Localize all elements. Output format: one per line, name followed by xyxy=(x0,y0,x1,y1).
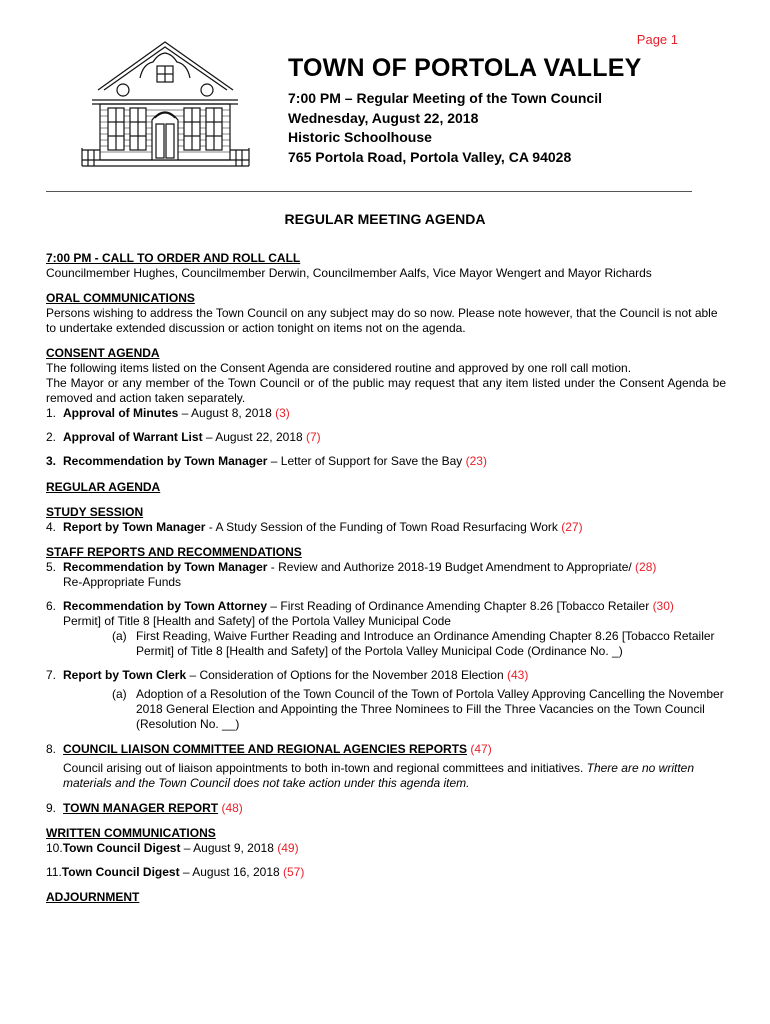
adjournment-heading: ADJOURNMENT xyxy=(46,890,140,904)
header-block xyxy=(288,54,641,167)
page-ref[interactable]: (3) xyxy=(275,406,290,420)
study-session-heading: STUDY SESSION xyxy=(46,505,144,519)
page-number: Page 1 xyxy=(636,32,678,47)
page-ref[interactable]: (57) xyxy=(283,865,305,879)
agenda-item-10: 10. Town Council Digest – August 9, 2018 (49) xyxy=(46,841,299,855)
agenda-title: REGULAR MEETING AGENDA xyxy=(284,211,486,227)
page-ref[interactable]: (30) xyxy=(652,599,674,613)
agenda-item-11: 11. Town Council Digest – August 16, 2018 (57) xyxy=(46,865,305,879)
roll-call-text: Councilmember Hughes, Councilmember Derwin, Councilmember Aalfs, Vice Mayor Wengert and Mayor Richards xyxy=(46,266,652,280)
regular-agenda-heading: REGULAR AGENDA xyxy=(46,480,161,494)
agenda-item-5: 5. Recommendation by Town Manager - Review and Authorize 2018-19 Budget Amendment to Appropriate/ (28) Re-Appropriate Funds xyxy=(46,560,657,589)
written-communications-heading: WRITTEN COMMUNICATIONS xyxy=(46,826,216,840)
meeting-time: 7:00 PM – Regular Meeting of the Town Council xyxy=(288,90,602,106)
page-ref[interactable]: (47) xyxy=(470,742,492,756)
agenda-item-1: 1. Approval of Minutes – August 8, 2018 (3) xyxy=(46,406,290,420)
call-to-order-heading: 7:00 PM - CALL TO ORDER AND ROLL CALL xyxy=(46,251,301,265)
page-ref[interactable]: (48) xyxy=(221,801,243,815)
agenda-item-7: 7. Report by Town Clerk – Consideration of Options for the November 2018 Election (43) xyxy=(46,668,529,682)
header-divider xyxy=(46,191,692,192)
town-title: TOWN OF PORTOLA VALLEY xyxy=(288,54,642,82)
agenda-item-6: 6. Recommendation by Town Attorney – First Reading of Ordinance Amending Chapter 8.26 [Tobacco Retailer (30) Permit] of Title 8 [Health and Safety] of the Portola Valley Municipal Code xyxy=(46,599,674,628)
oral-communications-heading: ORAL COMMUNICATIONS xyxy=(46,291,195,305)
agenda-item-9: 9. TOWN MANAGER REPORT (48) xyxy=(46,801,243,815)
meeting-venue: Historic Schoolhouse xyxy=(288,129,432,145)
schoolhouse-logo xyxy=(78,38,253,173)
meeting-address: 765 Portola Road, Portola Valley, CA 94028 xyxy=(288,148,572,165)
agenda-item-7a: (a) Adoption of a Resolution of the Town Council of the Town of Portola Valley Approving Cancelling the November 2018 General Election and Appointing the Three Nominees to Fill the Three Vacancies on the Town Council (Resolution No. __) xyxy=(112,687,724,731)
meeting-date: Wednesday, August 22, 2018 xyxy=(288,109,479,126)
agenda-item-6a: (a) First Reading, Waive Further Reading and Introduce an Ordinance Amending Chapter 8.26 [Tobacco Retailer Permit] of Title 8 [Health and Safety] of the Portola Valley Municipal Code (Ordinance No. _) xyxy=(112,629,715,658)
agenda-item-3: 3. Recommendation by Town Manager – Letter of Support for Save the Bay (23) xyxy=(46,454,487,468)
agenda-item-8: 8. COUNCIL LIAISON COMMITTEE AND REGIONAL AGENCIES REPORTS (47) xyxy=(46,742,492,756)
page-ref[interactable]: (43) xyxy=(506,668,529,682)
page-ref[interactable]: (23) xyxy=(465,454,487,468)
page-ref[interactable]: (49) xyxy=(277,841,299,855)
staff-reports-heading: STAFF REPORTS AND RECOMMENDATIONS xyxy=(46,545,302,559)
consent-agenda-heading: CONSENT AGENDA xyxy=(46,346,160,360)
agenda-body xyxy=(46,251,726,905)
agenda-item-4: 4. Report by Town Manager - A Study Session of the Funding of Town Road Resurfacing Work (27) xyxy=(46,520,583,534)
consent-text-1: The following items listed on the Consent Agenda are considered routine and approved by one roll call motion. xyxy=(46,361,632,375)
consent-text-2: The Mayor or any member of the Town Council or of the public may request that any item listed under the Consent Agenda be removed and action taken separately. xyxy=(46,376,726,405)
agenda-item-8-text: Council arising out of liaison appointments to both in-town and regional committees and initiatives. There are no written materials and the Town Council does not take action under this agenda item. xyxy=(63,761,695,790)
oral-communications-text: Persons wishing to address the Town Council on any subject may do so now. Please note however, that the Council is not able to undertake extended discussion or action tonight on items not on the agenda. xyxy=(46,306,718,335)
page-ref[interactable]: (28) xyxy=(635,560,657,574)
agenda-item-2: 2. Approval of Warrant List – August 22, 2018 (7) xyxy=(46,430,321,444)
page-ref[interactable]: (27) xyxy=(561,520,583,534)
page-ref[interactable]: (7) xyxy=(306,430,321,444)
